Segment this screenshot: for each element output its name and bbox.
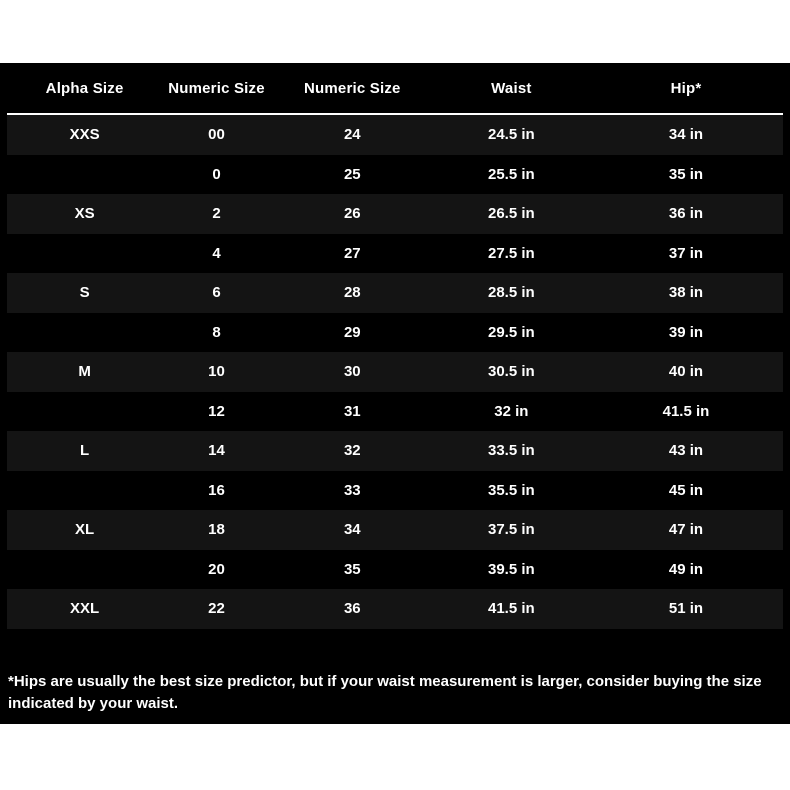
cell-waist: 35.5 in [488,481,535,499]
cell-alpha-size [7,234,162,274]
cell-numeric-size-2: 30 [343,363,361,381]
table-row [7,273,783,313]
cell-numeric-size-1: 4 [212,244,221,262]
cell-hip: 43 in [668,442,704,460]
cell-numeric-size-2: 35 [343,560,361,578]
cell-hip: 39 in [668,323,704,341]
cell-numeric-size-1: 14 [208,442,225,460]
cell-numeric-size-1: 0 [212,165,221,183]
size-chart-panel [0,63,790,724]
cell-alpha-size: S [79,284,90,302]
cell-numeric-size-1: 8 [212,323,221,341]
cell-alpha-size [7,313,162,353]
cell-numeric-size-1: 2 [212,205,221,223]
cell-waist: 33.5 in [488,442,535,460]
cell-waist: 29.5 in [488,323,535,341]
cell-hip: 49 in [668,560,704,578]
table-row [7,589,783,629]
cell-alpha-size [7,471,162,511]
cell-numeric-size-1: 12 [208,402,225,420]
cell-numeric-size-1: 00 [208,126,225,144]
size-chart-body [7,114,783,629]
cell-numeric-size-1: 6 [212,284,221,302]
cell-waist: 37.5 in [488,521,535,539]
cell-numeric-size-2: 36 [343,600,361,618]
cell-numeric-size-1: 18 [208,521,225,539]
column-header-hip: Hip* [589,63,783,114]
cell-hip: 40 in [668,363,704,381]
table-row [7,431,783,471]
cell-alpha-size: XXS [69,126,100,144]
top-whitespace [0,0,790,63]
cell-waist: 41.5 in [488,600,535,618]
table-row [7,510,783,550]
cell-waist: 32 in [494,402,529,420]
cell-waist: 25.5 in [488,165,535,183]
cell-hip: 36 in [668,205,704,223]
table-row [7,352,783,392]
size-chart-table-wrap [0,63,790,629]
cell-numeric-size-2: 24 [343,126,361,144]
column-header-waist: Waist [434,63,589,114]
table-row [7,392,783,432]
size-chart-header [7,63,783,114]
cell-hip: 35 in [668,165,704,183]
cell-numeric-size-1: 20 [208,560,225,578]
cell-alpha-size [7,392,162,432]
column-header-alpha-size: Alpha Size [7,63,162,114]
cell-numeric-size-2: 33 [343,481,361,499]
cell-alpha-size: XL [75,521,95,539]
cell-hip: 45 in [668,481,704,499]
table-row [7,155,783,195]
cell-alpha-size: XXL [70,600,100,618]
cell-numeric-size-1: 16 [208,481,225,499]
cell-alpha-size [7,155,162,195]
cell-numeric-size-2: 26 [343,205,361,223]
cell-waist: 24.5 in [488,126,535,144]
column-header-numeric-size-1: Numeric Size [162,63,271,114]
table-row [7,114,783,155]
cell-alpha-size: M [78,363,91,381]
cell-waist: 27.5 in [488,244,535,262]
cell-hip: 41.5 in [662,402,710,420]
cell-numeric-size-2: 27 [343,244,361,262]
cell-hip: 34 in [668,126,704,144]
cell-hip: 38 in [668,284,704,302]
hip-footnote: *Hips are usually the best size predictor, but if your waist measurement is larger, consider buying the size indicated by your waist. [8,672,762,712]
cell-numeric-size-2: 34 [343,521,361,539]
cell-waist: 28.5 in [488,284,535,302]
cell-numeric-size-2: 31 [343,402,361,420]
size-chart-table [7,63,783,629]
table-row [7,194,783,234]
cell-alpha-size [7,550,162,590]
cell-waist: 26.5 in [488,205,535,223]
cell-hip: 51 in [668,600,704,618]
cell-numeric-size-2: 25 [343,165,361,183]
cell-alpha-size: L [80,442,90,460]
column-header-numeric-size-2: Numeric Size [271,63,434,114]
cell-numeric-size-2: 32 [343,442,361,460]
table-row [7,550,783,590]
cell-waist: 30.5 in [488,363,535,381]
cell-numeric-size-1: 22 [208,600,225,618]
table-row [7,313,783,353]
cell-alpha-size: XS [74,205,95,223]
cell-numeric-size-2: 28 [343,284,361,302]
table-row [7,234,783,274]
table-row [7,471,783,511]
cell-hip: 47 in [668,521,704,539]
header-row [7,63,783,114]
cell-hip: 37 in [668,244,704,262]
cell-numeric-size-1: 10 [208,363,225,381]
cell-waist: 39.5 in [488,560,535,578]
cell-numeric-size-2: 29 [343,323,361,341]
